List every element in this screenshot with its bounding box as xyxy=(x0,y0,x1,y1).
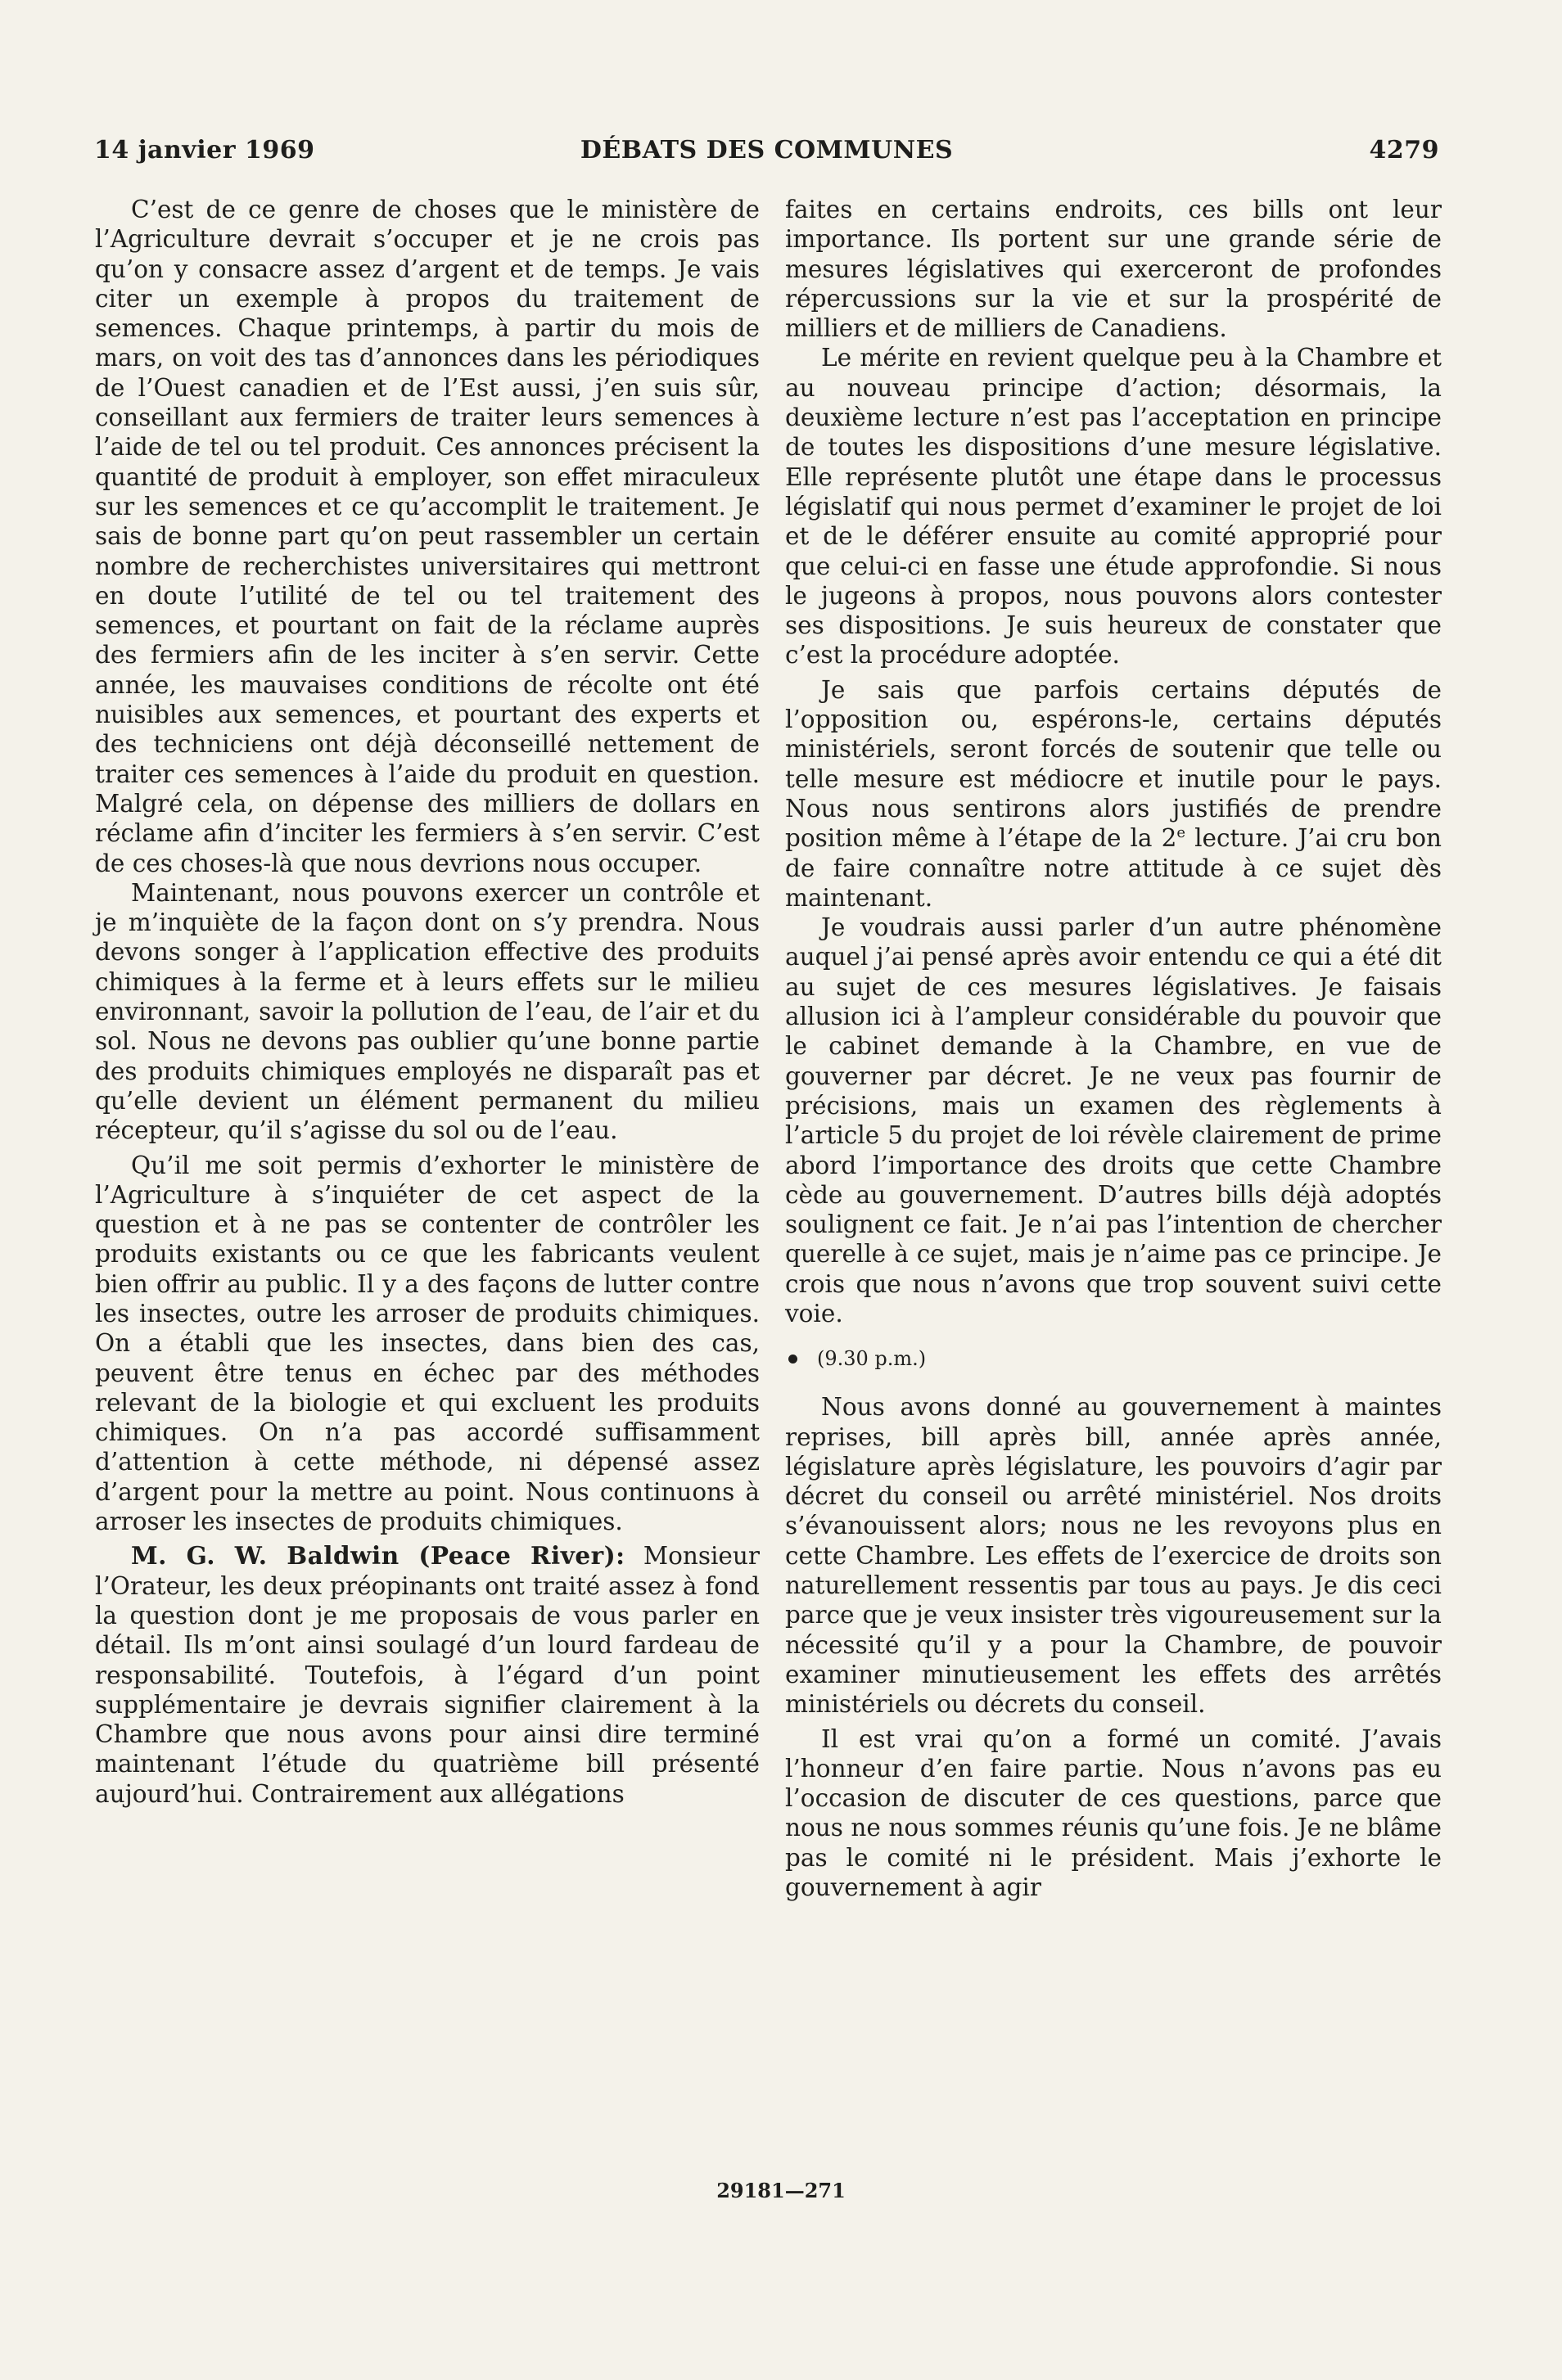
paragraph: Nous avons donné au gouvernement à maintes reprises, bill après bill, année après année, législature après législature, les pouvoirs d’agir par décret du conseil ou arrêté ministériel. Nos droits s’évanouissent alors; nous ne les revoyons plus en cette Chambre. Les effets de l’exercice de droits son naturellement ressentis par tous au pays. Je dis ceci parce que je veux insister très vigoureusement sur la nécessité qu’il y a pour la Chambre, de pouvoir examiner minutieusement les effets des arrêtés ministériels ou décrets du conseil. xyxy=(785,1393,1442,1719)
paragraph: Maintenant, nous pouvons exercer un contrôle et je m’inquiète de la façon dont on s’y prendra. Nous devons songer à l’application effective des produits chimiques à la ferme et à leurs effets sur le milieu environnant, savoir la pollution de l’eau, de l’air et du sol. Nous ne devons pas oublier qu’une bonne partie des produits chimiques employés ne disparaît pas et qu’elle devient un élément permanent du milieu récepteur, qu’il s’agisse du sol ou de l’eau. xyxy=(95,878,760,1145)
speech-paragraph xyxy=(95,1541,760,1809)
bullet-icon xyxy=(788,1355,797,1364)
header-title: DÉBATS DES COMMUNES xyxy=(580,136,954,165)
right-column xyxy=(785,195,1442,1902)
speech-text: Monsieur l’Orateur, les deux préopinants ont traité assez à fond la question dont je me proposais de vous parler en détail. Ils m’ont ainsi soulagé d’un lourd fardeau de responsabilité. Toutefois, à l’égard d’un point supplémentaire je devrais signifier clairement à la Chambre que nous avons pour ainsi dire terminé maintenant l’étude du quatrième bill présenté aujourd’hui. Contrairement aux allégations xyxy=(95,1542,760,1808)
time-marker-text: (9.30 p.m.) xyxy=(817,1347,927,1371)
superscript: e xyxy=(1176,824,1185,842)
paragraph xyxy=(785,675,1442,913)
paragraph: Il est vrai qu’on a formé un comité. J’avais l’honneur d’en faire partie. Nous n’avons pas eu l’occasion de discuter de ces questions, parce que nous ne nous sommes réunis qu’une fois. Je ne blâme pas le comité ni le président. Mais j’exhorte le gouvernement à agir xyxy=(785,1724,1442,1902)
time-marker xyxy=(785,1346,1442,1371)
paragraph-text: lecture. J’ai cru bon de faire connaître notre attitude à ce sujet dès maintenant. xyxy=(785,824,1442,912)
paragraph-text: Je sais que parfois certains députés de l’opposition ou, espérons-le, certains députés ministériels, seront forcés de soutenir que telle ou telle mesure est médiocre et inutile pour le pays. Nous nous sentirons alors justifiés de prendre position même à l’étape de la 2 xyxy=(785,675,1442,853)
header-page-number: 4279 xyxy=(1369,136,1439,165)
speaker-name: M. G. W. Baldwin (Peace River): xyxy=(131,1541,625,1571)
left-column xyxy=(95,195,760,1809)
footer-signature: 29181—271 xyxy=(716,2179,846,2202)
page-header xyxy=(94,136,1439,172)
paragraph: Je voudrais aussi parler d’un autre phénomène auquel j’ai pensé après avoir entendu ce qui a été dit au sujet de ces mesures législatives. Je faisais allusion ici à l’ampleur considérable du pouvoir que le cabinet demande à la Chambre, en vue de gouverner par décret. Je ne veux pas fournir de précisions, mais un examen des règlements à l’article 5 du projet de loi révèle clairement de prime abord l’importance des droits que cette Chambre cède au gouvernement. D’autres bills déjà adoptés soulignent ce fait. Je n’ai pas l’intention de chercher querelle à ce sujet, mais je n’aime pas ce principe. Je crois que nous n’avons que trop souvent suivi cette voie. xyxy=(785,913,1442,1327)
paragraph: faites en certains endroits, ces bills ont leur importance. Ils portent sur une grande série de mesures législatives qui exerceront de profondes répercussions sur la vie et sur la prospérité de milliers et de milliers de Canadiens. xyxy=(785,196,1442,343)
paragraph: Le mérite en revient quelque peu à la Chambre et au nouveau principe d’action; désormais, la deuxième lecture n’est pas l’acceptation en principe de toutes les dispositions d’une mesure législative. Elle représente plutôt une étape dans le processus législatif qui nous permet d’examiner le projet de loi et de le déférer ensuite au comité approprié pour que celui-ci en fasse une étude approfondie. Si nous le jugeons à propos, nous pouvons alors contester ses dispositions. Je suis heureux de constater que c’est la procédure adoptée. xyxy=(785,344,1442,669)
paragraph: C’est de ce genre de choses que le ministère de l’Agriculture devrait s’occuper et je ne crois pas qu’on y consacre assez d’argent et de temps. Je vais citer un exemple à propos du traitement de semences. Chaque printemps, à partir du mois de mars, on voit des tas d’annonces dans les périodiques de l’Ouest canadien et de l’Est aussi, j’en suis sûr, conseillant aux fermiers de traiter leurs semences à l’aide de tel ou tel produit. Ces annonces précisent la quantité de produit à employer, son effet miraculeux sur les semences et ce qu’accomplit le traitement. Je sais de bonne part qu’on peut rassembler un certain nombre de recherchistes universitaires qui mettront en doute l’utilité de tel ou tel traitement des semences, et pourtant on fait de la réclame auprès des fermiers afin de les inciter à s’en servir. Cette année, les mauvaises conditions de récolte ont été nuisibles aux semences, et pourtant des experts et des techniciens ont déjà déconseillé nettement de traiter ces semences à l’aide du produit en question. Malgré cela, on dépense des milliers de dollars en réclame afin d’inciter les fermiers à s’en servir. C’est de ces choses-là que nous devrions nous occuper. xyxy=(95,196,760,877)
header-date: 14 janvier 1969 xyxy=(94,136,315,165)
paragraph: Qu’il me soit permis d’exhorter le ministère de l’Agriculture à s’inquiéter de cet aspect de la question et à ne pas se contenter de contrôler les produits existants ou ce que les fabricants veulent bien offrir au public. Il y a des façons de lutter contre les insectes, outre les arroser de produits chimiques. On a établi que les insectes, dans bien des cas, peuvent être tenus en échec par des méthodes relevant de la biologie et qui excluent les produits chimiques. On n’a pas accordé suffisamment d’attention à cette méthode, ni dépensé assez d’argent pour la mettre au point. Nous continuons à arroser les insectes de produits chimiques. xyxy=(95,1151,760,1536)
